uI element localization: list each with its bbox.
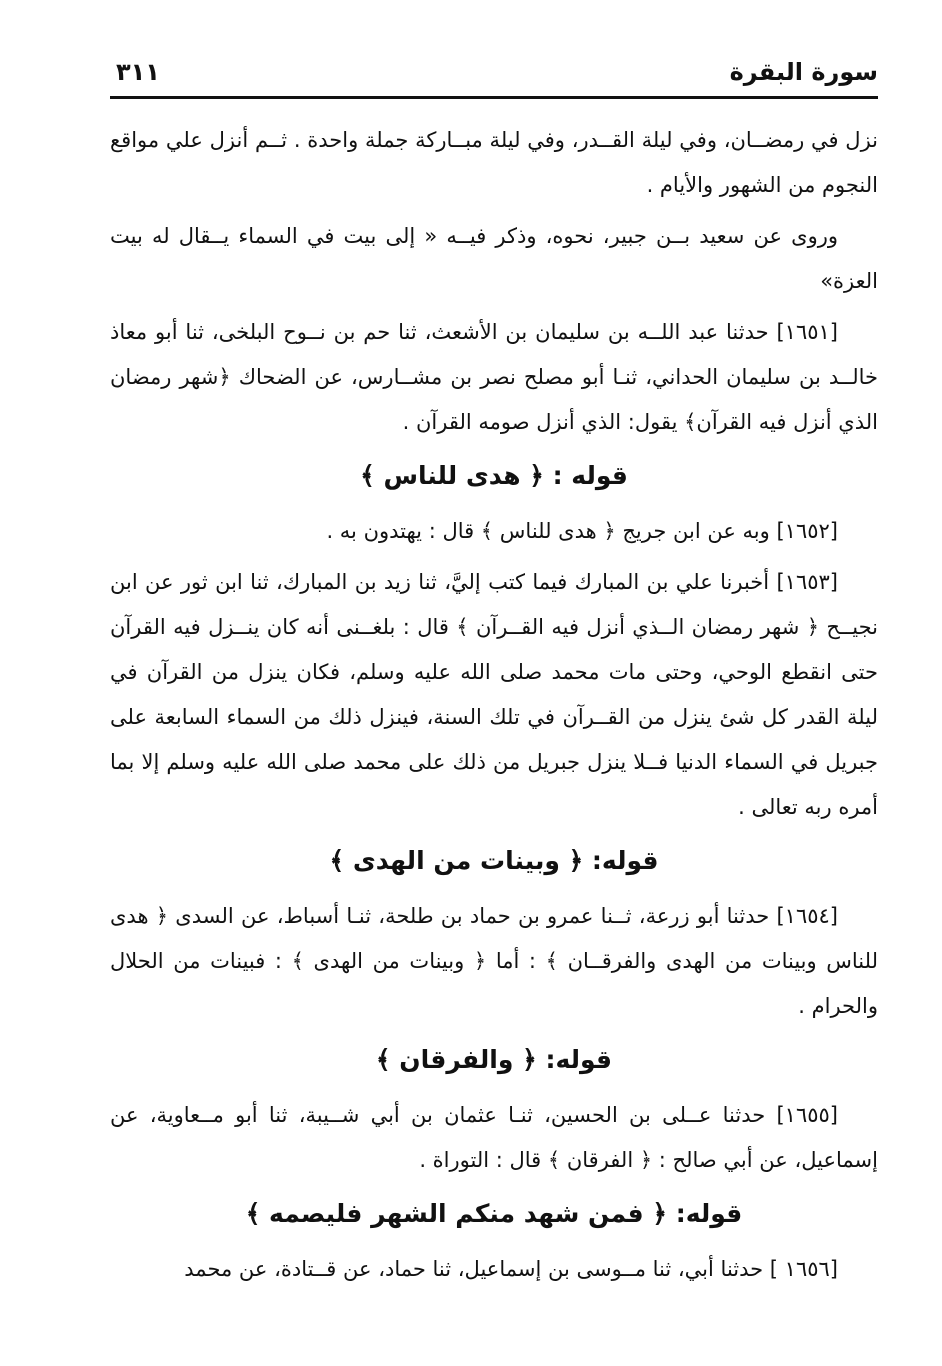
paragraph-revelation: نزل في رمضــان، وفي ليلة القــدر، وفي ليلة مبــاركة جملة واحدة . ثــم أنزل علي مواقع النجوم من الشهور والأيام . (110, 128, 878, 197)
page-body (110, 118, 878, 1298)
heading-fa-man-shahida: قوله: ﴿ فمن شهد منكم الشهر فليصمه ﴾ (245, 1199, 743, 1228)
page-number: ٣١١ (116, 58, 160, 86)
surah-title: سورة البقرة (729, 58, 878, 86)
paragraph-1655: [١٦٥٥] حدثنا عــلى بن الحسين، ثنـا عثمان بن أبي شــيبة، ثنا أبو مــعاوية، عن إسماعيل، عن أبي صالح : ﴿ الفرقان ﴾ قال : التوراة . (110, 1103, 878, 1172)
paragraph-1651: [١٦٥١] حدثنا عبد اللــه بن سليمان بن الأشعث، ثنا حم بن نــوح البلخى، ثنا أبو معاذ خالــد بن سليمان الحداني، ثنـا أبو مصلح نصر بن مشــارس، عن الضحاك ﴿شهر رمضان الذي أنزل فيه القرآن﴾ يقول: الذي أنزل صومه القرآن . (110, 320, 878, 434)
paragraph-said-ibn-jubayr: وروى عن سعيد بــن جبير، نحوه، وذكر فيــه « إلى بيت في السماء يــقال له بيت العزة» (110, 224, 878, 293)
heading-furqan: قوله: ﴿ والفرقان ﴾ (375, 1045, 613, 1074)
running-header (110, 56, 878, 99)
paragraph-1654: [١٦٥٤] حدثنا أبو زرعة، ثــنا عمرو بن حماد بن طلحة، ثنـا أسباط، عن السدى ﴿ هدى للناس وبينات من الهدى والفرقــان ﴾ : أما ﴿ وبينات من الهدى ﴾ : فبينات من الحلال والحرام . (110, 904, 878, 1018)
heading-bayyinat: قوله: ﴿ وبينات من الهدى ﴾ (329, 846, 659, 875)
paragraph-1652: [١٦٥٢] وبه عن ابن جريج ﴿ هدى للناس ﴾ قال : يهتدون به . (326, 519, 838, 543)
paragraph-1653: [١٦٥٣] أخبرنا علي بن المبارك فيما كتب إليَّ، ثنا زيد بن المبارك، ثنا ابن ثور عن ابن نجيــح ﴿ شهر رمضان الــذي أنزل فيه القــرآن ﴾ قال : بلغــنى أنه كان ينــزل فيه القرآن حتى انقطع الوحي، وحتى مات محمد صلى الله عليه وسلم، فكان ينزل من القرآن في ليلة القدر كل شئ ينزل من القــرآن في تلك السنة، فينزل ذلك من السماء السابعة على جبريل في السماء الدنيا فــلا ينزل جبريل من ذلك على محمد صلى الله عليه وسلم إلا بما أمره ربه تعالى . (110, 570, 878, 819)
heading-huda-lin-nas: قوله : ﴿ هدى للناس ﴾ (360, 461, 628, 490)
paragraph-1656: [١٦٥٦ ] حدثنا أبي، ثنا مــوسى بن إسماعيل، ثنا حماد، عن قــتادة، عن محمد (184, 1257, 838, 1281)
